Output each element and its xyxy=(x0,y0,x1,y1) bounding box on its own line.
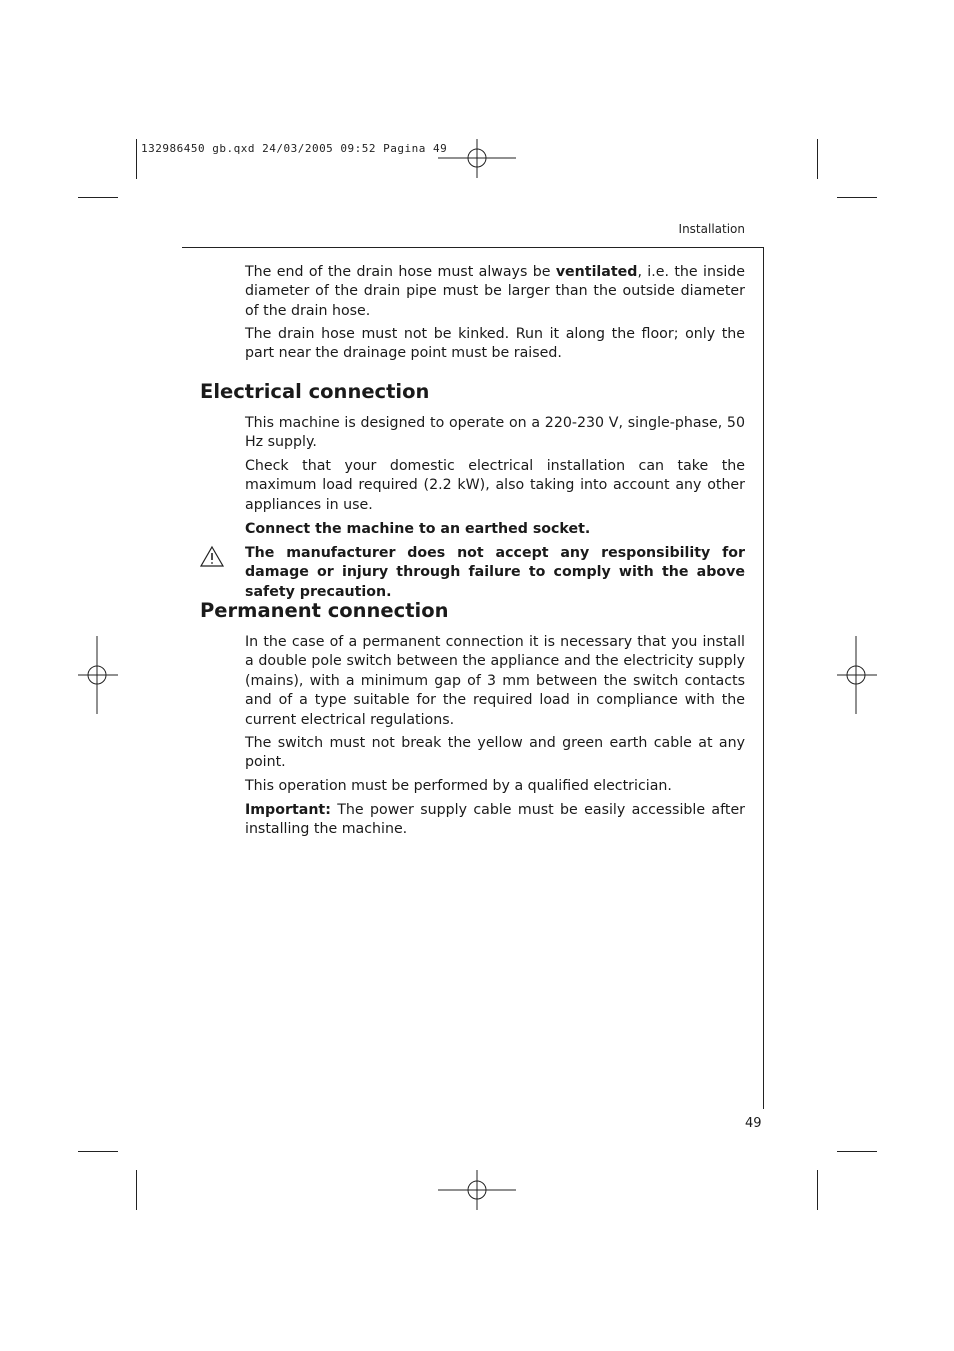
running-head: Installation xyxy=(678,222,745,236)
header-rule xyxy=(182,247,764,248)
crop-mark-bottom-right-vertical xyxy=(817,1170,818,1210)
crop-mark-bottom-left-horizontal xyxy=(78,1151,118,1152)
crop-mark-top-left-horizontal xyxy=(78,197,118,198)
earthed-socket-instruction: Connect the machine to an earthed socket. xyxy=(245,521,591,537)
ventilated-emphasis: ventilated xyxy=(555,264,638,280)
registration-mark-right-icon xyxy=(837,636,877,714)
electrical-connection-heading: Electrical connection xyxy=(200,380,430,403)
crop-mark-top-left-vertical xyxy=(136,139,137,179)
crop-mark-bottom-right-horizontal xyxy=(837,1151,877,1152)
permanent-paragraph-3: This operation must be performed by a qualified electrician. xyxy=(245,778,672,794)
permanent-paragraph-1: In the case of a permanent connection it is necessary that you install a double pole switch between the appliance and the electricity supply (mains), with a minimum gap of 3 mm between the switch contacts and of a type suitable for the required load in compliance with the current electrical regulations. xyxy=(245,634,745,728)
warning-triangle-icon xyxy=(199,545,225,569)
crop-mark-top-right-horizontal xyxy=(837,197,877,198)
registration-mark-left-icon xyxy=(78,636,118,714)
intro-paragraph-1: The end of the drain hose must always be ventilated, i.e. the inside diameter of the drain pipe must be larger than the outside diameter of the drain hose. xyxy=(245,264,746,319)
safety-warning: The manufacturer does not accept any responsibility for damage or injury through failure to comply with the above safety precaution. xyxy=(245,545,745,600)
crop-mark-top-right-vertical xyxy=(817,139,818,179)
print-slug: 132986450 gb.qxd 24/03/2005 09:52 Pagina 49 xyxy=(141,142,448,155)
intro-paragraph-2: The drain hose must not be kinked. Run it along the floor; only the part near the drainage point must be raised. xyxy=(245,326,745,362)
side-rule xyxy=(763,247,764,1109)
crop-mark-bottom-left-vertical xyxy=(136,1170,137,1210)
registration-mark-bottom-icon xyxy=(438,1170,518,1212)
permanent-connection-heading: Permanent connection xyxy=(200,599,449,622)
important-label: Important: xyxy=(245,802,331,818)
registration-mark-top-icon xyxy=(438,120,518,180)
electrical-paragraph-2: Check that your domestic electrical installation can take the maximum load required (2.2 kW), also taking into account any other appliances in use. xyxy=(245,458,745,513)
page-number: 49 xyxy=(745,1116,762,1131)
permanent-paragraph-2: The switch must not break the yellow and green earth cable at any point. xyxy=(245,735,745,771)
electrical-paragraph-1: This machine is designed to operate on a 220-230 V, single-phase, 50 Hz supply. xyxy=(245,415,745,451)
important-note: Important: The power supply cable must be easily accessible after installing the machine. xyxy=(245,802,745,838)
